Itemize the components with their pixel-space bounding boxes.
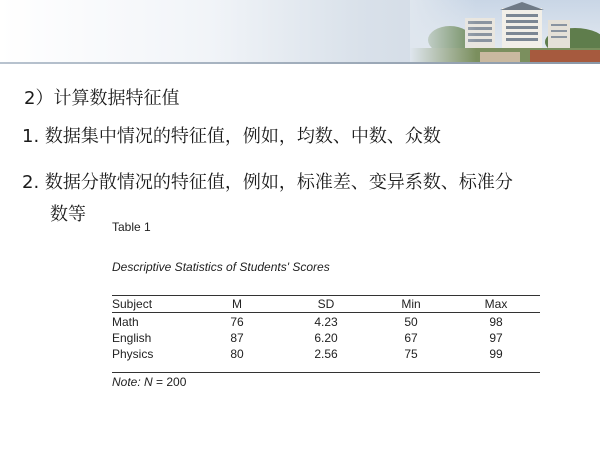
bullet-central-tendency: 1. 数据集中情况的特征值，例如，均数、中数、众数 (22, 126, 441, 147)
cell-sd: 6.20 (314, 331, 338, 345)
header-mean: M (232, 297, 242, 311)
cell-mean: 87 (230, 331, 244, 345)
note-variable: N (144, 375, 153, 389)
cell-subject: Physics (112, 347, 154, 361)
cell-min: 75 (404, 347, 418, 361)
cell-mean: 80 (230, 347, 244, 361)
header-max: Max (484, 297, 508, 311)
note-label: Note: (112, 375, 141, 389)
cell-min: 67 (404, 331, 418, 345)
cell-mean: 76 (230, 315, 244, 329)
cell-sd: 2.56 (314, 347, 338, 361)
table-title: Descriptive Statistics of Students' Scores (112, 260, 330, 274)
table-label: Table 1 (112, 220, 151, 234)
cell-max: 98 (489, 315, 503, 329)
header-sd: SD (317, 297, 335, 311)
table-row (112, 314, 540, 330)
table-note (112, 375, 186, 389)
campus-photo (410, 0, 600, 62)
note-value: = 200 (152, 375, 187, 389)
bullet-dispersion: 2. 数据分散情况的特征值，例如，标准差、变异系数、标准分 (22, 172, 513, 193)
cell-subject: English (112, 331, 152, 345)
bullet-dispersion-continued: 数等 (50, 204, 86, 225)
cell-subject: Math (112, 315, 139, 329)
table-bottom-rule (112, 372, 540, 373)
table-top-rule (112, 295, 540, 296)
table-header-row (112, 297, 540, 314)
cell-max: 97 (489, 331, 503, 345)
cell-sd: 4.23 (314, 315, 338, 329)
header-min: Min (401, 297, 421, 311)
header-divider (0, 62, 600, 64)
section-heading: 2）计算数据特征值 (24, 88, 180, 109)
cell-max: 99 (489, 347, 503, 361)
table-row (112, 330, 540, 346)
header-subject: Subject (112, 297, 153, 311)
table-row (112, 346, 540, 362)
cell-min: 50 (404, 315, 418, 329)
statistics-table (112, 297, 540, 362)
